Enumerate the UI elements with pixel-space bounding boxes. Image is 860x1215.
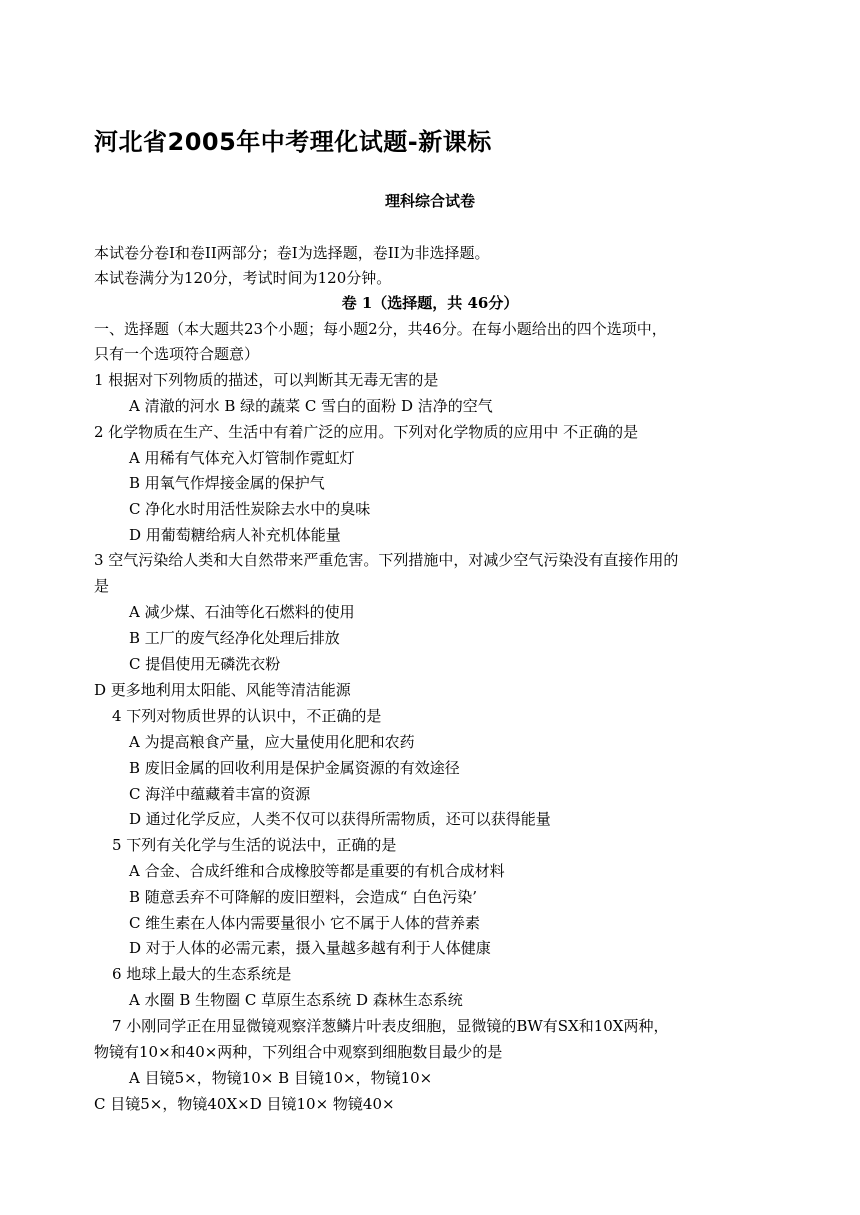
- question-4-option-c: C 海洋中蕴藏着丰富的资源: [129, 785, 311, 803]
- question-3-continued: 是: [94, 577, 110, 595]
- intro-line-2: 本试卷满分为120分，考试时间为120分钟。: [94, 269, 392, 287]
- question-2-option-d: D 用葡萄糖给病人补充机体能量: [129, 526, 341, 544]
- question-1: 1 根据对下列物质的描述，可以判断其无毒无害的是: [94, 371, 439, 389]
- question-7-options-cd: C 目镜5×，物镜40X×D 目镜10× 物镜40×: [94, 1095, 395, 1113]
- question-3-option-a: A 减少煤、石油等化石燃料的使用: [129, 603, 355, 621]
- section-heading: 卷 1（选择题，共 46分）: [341, 294, 519, 312]
- question-4-option-b: B 废旧金属的回收利用是保护金属资源的有效途径: [129, 759, 460, 777]
- question-5-option-a: A 合金、合成纤维和合成橡胶等都是重要的有机合成材料: [129, 862, 505, 880]
- question-1-options: A 清澈的河水 B 绿的蔬菜 C 雪白的面粉 D 洁净的空气: [129, 397, 493, 415]
- question-5-option-d: D 对于人体的必需元素，摄入量越多越有利于人体健康: [129, 939, 491, 957]
- question-5-option-b: B 随意丢弃不可降解的废旧塑料，会造成“ 白色污染’: [129, 888, 477, 906]
- question-4: 4 下列对物质世界的认识中，不正确的是: [112, 707, 382, 725]
- question-5: 5 下列有关化学与生活的说法中，正确的是: [112, 836, 397, 854]
- question-7-options-ab: A 目镜5×，物镜10× B 目镜10×，物镜10×: [129, 1069, 433, 1087]
- question-4-option-d: D 通过化学反应，人类不仅可以获得所需物质，还可以获得能量: [129, 810, 551, 828]
- question-5-option-c: C 维生素在人体内需要量很小 它不属于人体的营养素: [129, 914, 481, 932]
- question-2: 2 化学物质在生产、生活中有着广泛的应用。下列对化学物质的应用中 不正确的是: [94, 423, 639, 441]
- question-3-option-b: B 工厂的废气经净化处理后排放: [129, 629, 340, 647]
- intro-line-1: 本试卷分卷I和卷II两部分；卷I为选择题，卷II为非选择题。: [94, 244, 490, 262]
- instructions-line-1: 一、选择题（本大题共23个小题；每小题2分，共46分。在每小题给出的四个选项中，: [94, 320, 667, 338]
- question-6-options: A 水圈 B 生物圈 C 草原生态系统 D 森林生态系统: [129, 991, 463, 1009]
- document-subtitle: 理科综合试卷: [384, 192, 475, 210]
- question-2-option-a: A 用稀有气体充入灯管制作霓虹灯: [129, 449, 355, 467]
- question-2-option-b: B 用氧气作焊接金属的保护气: [129, 474, 325, 492]
- question-2-option-c: C 净化水时用活性炭除去水中的臭味: [129, 500, 371, 518]
- question-6: 6 地球上最大的生态系统是: [112, 965, 292, 983]
- question-7-continued: 物镜有10×和40×两种，下列组合中观察到细胞数目最少的是: [94, 1043, 503, 1061]
- question-3-option-d: D 更多地利用太阳能、风能等清洁能源: [94, 681, 351, 699]
- instructions-line-2: 只有一个选项符合题意）: [94, 345, 260, 363]
- question-3: 3 空气污染给人类和大自然带来严重危害。下列措施中，对减少空气污染没有直接作用的: [94, 551, 679, 569]
- question-4-option-a: A 为提高粮食产量，应大量使用化肥和农药: [129, 733, 415, 751]
- document-title: 河北省2005年中考理化试题-新课标: [94, 128, 492, 156]
- question-3-option-c: C 提倡使用无磷洗衣粉: [129, 655, 281, 673]
- question-7: 7 小刚同学正在用显微镜观察洋葱鳞片叶表皮细胞，显微镜的BW有SX和10X两种，: [112, 1017, 669, 1035]
